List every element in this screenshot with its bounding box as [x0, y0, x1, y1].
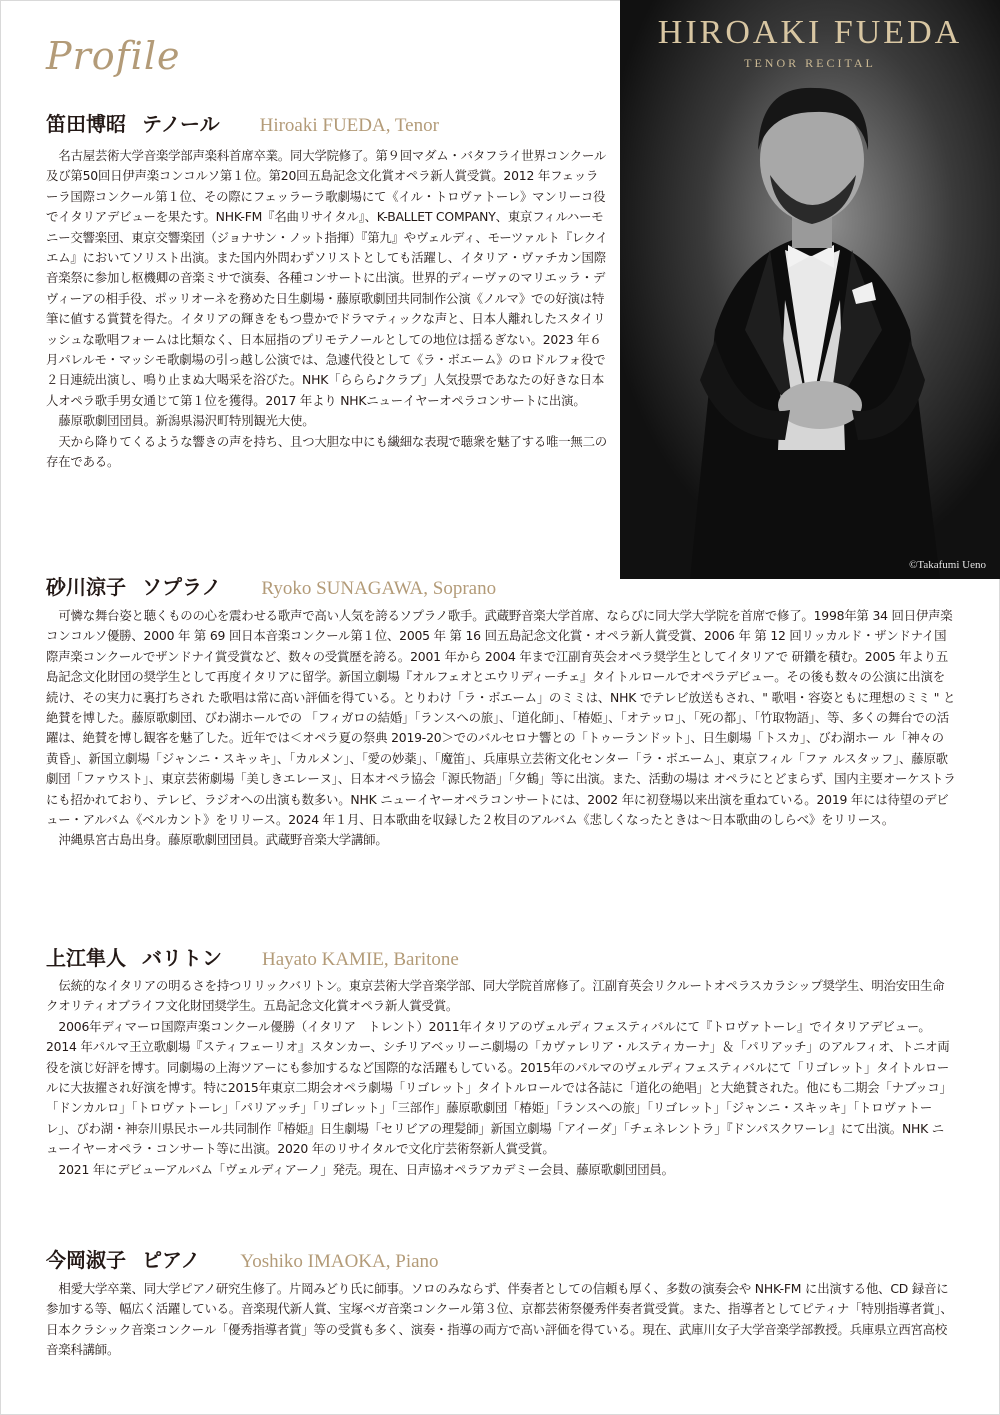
bio-fueda	[46, 146, 610, 473]
artist-photo	[620, 0, 1000, 579]
photo-subtitle: TENOR RECITAL	[744, 56, 876, 70]
name-en: Yoshiko IMAOKA, Piano	[240, 1251, 439, 1272]
name-en: Ryoko SUNAGAWA, Soprano	[261, 578, 497, 599]
profile-title-imaoka	[46, 1244, 439, 1273]
bio-paragraph: 天から降りてくるような響きの声を持ち、且つ大胆な中にも繊細な表現で聴衆を魅了する唯一無二の存在である。	[46, 433, 607, 470]
role-jp: バリトン	[142, 946, 222, 970]
bio-sunagawa	[46, 606, 956, 851]
role-jp: ソプラノ	[142, 575, 222, 599]
bio-paragraph: 沖縄県宮古島出身。藤原歌劇団団員。武蔵野音楽大学講師。	[58, 832, 388, 848]
bio-paragraph: 2021 年にデビューアルバム「ヴェルディアーノ」発売。現在、日声協オペラアカデミー会員、藤原歌劇団団員。	[58, 1161, 674, 1177]
photo-credit: ©Takafumi Ueno	[909, 559, 986, 571]
bio-kamie	[46, 976, 956, 1180]
name-jp: 上江隼人	[46, 946, 126, 970]
bio-paragraph: 名古屋芸術大学音楽学部声楽科首席卒業。同大学院修了。第９回マダム・バタフライ世界コンクール及び第50回日伊声楽コンコルソ第１位。第20回五島記念文化賞オペラ新人賞受賞。2012 年フェッラーラ国際コンクール第１位、その際にフェッラーラ歌劇場にて《イル・トロヴァトーレ》マンリーコ役でイタリアデビューを果たす。NHK-FM『名曲リサイタル』、K-BALLET COMPANY、東京フィルハーモニー交響楽団、東京交響楽団（ジョナサン・ノット指揮）『第九』やヴェルディ、モーツァルト『レクイエム』においてソリスト出演。また国内外問わずソリストとしても活躍し、イタリア・ヴァチカン国際音楽祭に参加し枢機卿の音楽ミサで演奏、各種コンサートに出演。世界的ディーヴァのマリエッラ・デヴィーアの相手役、ポッリオーネを務めた日生劇場・藤原歌劇団共同制作公演《ノルマ》での好演は特筆に値する賞賛を得た。イタリアの輝きをもつ豊かでドラマティックな声と、日本人離れしたスタイリッシュな歌唱フォームは比類なく、日本屈指のプリモテノールとしての地位は揺るぎない。2023 年６月パレルモ・マッシモ歌劇場の引っ越し公演では、急遽代役として《ラ・ボエーム》のロドルフォ役で２日連続出演し、鳴り止まぬ大喝采を浴びた。NHK「ららら♪クラブ」人気投票であなたの好きな日本人オペラ歌手男女通じて第１位を獲得。2017 年より NHKニューイヤーオペラコンサートに出演。	[46, 148, 608, 408]
role-jp: テノール	[142, 112, 220, 136]
name-en: Hiroaki FUEDA, Tenor	[259, 115, 439, 136]
name-en: Hayato KAMIE, Baritone	[262, 949, 459, 970]
bio-imaoka	[46, 1279, 956, 1361]
bio-paragraph: 相愛大学卒業、同大学ピアノ研究生修了。片岡みどり氏に師事。ソロのみならず、伴奏者としての信頼も厚く、多数の演奏会や NHK-FM に出演する他、CD 録音に参加する等、幅広く活躍している。音楽現代新人賞、宝塚ベガ音楽コンクール第３位、京都芸術祭優秀伴奏者賞受賞。また、指導者としてピティナ「特別指導者賞」、日本クラシック音楽コンクール「優秀指導者賞」等の受賞も多く、演奏・指導の両方で高い評価を得ている。現在、武庫川女子大学音楽学部教授。兵庫県立西宮高校音楽科講師。	[46, 1281, 953, 1358]
name-jp: 今岡淑子	[46, 1248, 126, 1272]
bio-paragraph: 伝統的なイタリアの明るさを持つリリックバリトン。東京芸術大学音楽学部、同大学院首席修了。江副育英会リクルートオペラスカラシップ奨学生、明治安田生命クオリティオブライフ文化財団奨学生。五島記念文化賞オペラ新人賞受賞。	[46, 978, 945, 1014]
name-jp: 砂川涼子	[46, 575, 126, 599]
name-jp: 笛田博昭	[46, 112, 126, 136]
bio-paragraph: 2006年ディマーロ国際声楽コンクール優勝（イタリア トレント）2011年イタリアのヴェルディフェスティバルにて『トロヴァトーレ』でイタリアデビュー。2014 年パルマ王立歌劇場『スティフェーリオ』スタンカー、シチリアベッリーニ劇場の「カヴァレリア・ルスティカーナ」＆「パリアッチ」のアルフィオ、トニオ両役を演じ好評を博す。同劇場の上海ツアーにも参加するなど国際的な活躍もしている。2015年のパルマのヴェルディフェスティバルにて「リゴレット」タイトルロールに大抜擢され好演を博す。特に2015年東京二期会オペラ劇場「リゴレット」タイトルロールでは各誌に「道化の絶唱」と大絶賛された。他にも二期会「ナブッコ」「ドンカルロ」「トロヴァトーレ」「パリアッチ」「リゴレット」「三部作」藤原歌劇団「椿姫」「ランスへの旅」「リゴレット」「ジャンニ・スキッキ」「トロヴァトーレ」、びわ湖・神奈川県民ホール共同制作『椿姫』日生劇場「セリビアの理髪師」新国立劇場「アイーダ」「チェネレントラ」『ドンパスクワーレ』にて出演。NHK ニューイヤーオペラ・コンサート等に出演。2020 年のリサイタルで文化庁芸術祭新人賞受賞。	[46, 1018, 952, 1157]
profile-heading: Profile	[46, 34, 181, 78]
profile-title-sunagawa	[46, 571, 496, 600]
photo-title: HIROAKI FUEDA	[657, 14, 963, 51]
bio-paragraph: 藤原歌劇団団員。新潟県湯沢町特別観光大使。	[58, 413, 315, 429]
role-jp: ピアノ	[142, 1248, 201, 1272]
bio-paragraph: 可憐な舞台姿と聴くものの心を震わせる歌声で高い人気を誇るソプラノ歌手。武蔵野音楽大学首席、ならびに同大学大学院を首席で修了。1998年第 34 回日伊声楽コンコルソ優勝、2000 年 第 69 回日本音楽コンクール第１位、2005 年 第 16 回五島記念文化賞・オペラ新人賞受賞、2006 年 第 12 回リッカルド・ザンドナイ国際声楽コンクールでザンドナイ賞受賞など、数々の受賞歴を誇る。2001 年から 2004 年まで江副育英会オペラ奨学生としてイタリアで 研鑽を積む。2005 年より五島記念文化財団の奨学生として再度イタリアに留学。新国立劇場『オルフェオとエウリディーチェ』タイトルロールでオペラデビュー。その後も数々の公演に出演を続け、その実力に裏打ちされ た歌唱は常に高い評価を得ている。とりわけ「ラ・ボエーム」のミミは、NHK でテレビ放送もされ、" 歌唱・容姿ともに理想のミミ " と絶賛を博した。藤原歌劇団、びわ湖ホールでの 「フィガロの結婚」「ランスへの旅」、「道化師」、「椿姫」、「オテッロ」、「死の都」、「竹取物語」、等、多くの舞台での活躍は、絶賛を博し観客を魅了した。近年では＜オペラ夏の祭典 2019-20＞でのバルセロナ響との「トゥーランドット」、日生劇場「トスカ」、びわ湖ホー ル「神々の黄昏」、新国立劇場「ジャンニ・スキッキ」、「カルメン」、「愛の妙薬」、「魔笛」、兵庫県立芸術文化センター「ラ・ボエーム」、東京フィル「ファ ルスタッフ」、藤原歌劇団「ファウスト」、東京芸術劇場「美しきエレーヌ」、日本オペラ協会「源氏物語」「夕鶴」等に出演。また、活動の場は オペラにとどまらず、国内主要オーケストラにも招かれており、テレビ、ラジオへの出演も数多い。NHK ニューイヤーオペラコンサートには、2002 年に初登場以来出演を重ねている。2019 年には待望のデビュー・アルバム《ベルカント》をリリース。2024 年１月、日本歌曲を収録した２枚目のアルバム《悲しくなったときは〜日本歌曲のしらべ》をリリース。	[46, 608, 956, 828]
tenor-portrait-figure	[620, 0, 1000, 579]
profile-title-fueda	[46, 108, 439, 137]
profile-title-kamie	[46, 942, 459, 971]
